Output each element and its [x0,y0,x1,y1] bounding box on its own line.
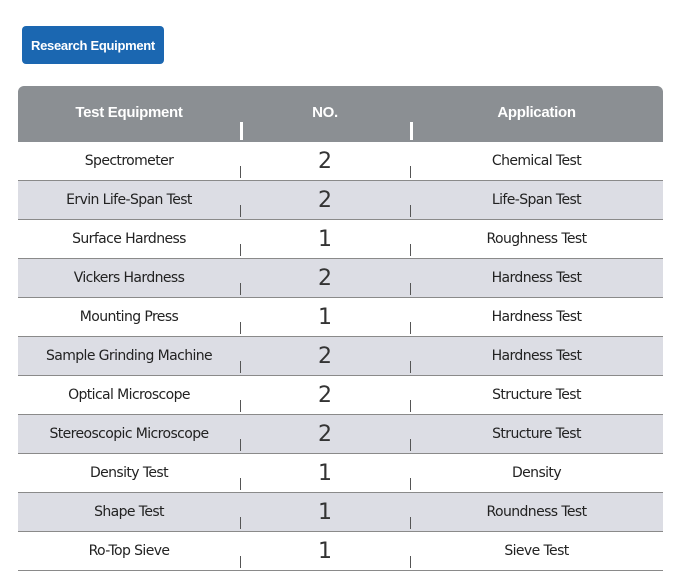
application-cell: Structure Test [492,387,581,403]
column-separator [410,244,411,256]
equipment-cell: Sample Grinding Machine [45,348,213,364]
quantity-cell: 1 [318,499,332,525]
header-no: NO. [312,103,338,121]
column-separator [410,361,411,373]
table-row [18,181,663,220]
equipment-cell: Shape Test [94,504,164,520]
column-separator [240,283,241,295]
column-separator [410,283,411,295]
column-separator [240,166,241,178]
equipment-table [18,86,663,571]
table-header [18,86,663,142]
column-separator [240,361,241,373]
application-cell: Structure Test [492,426,581,442]
column-separator [410,400,411,412]
header-test-equipment: Test Equipment [75,103,183,121]
quantity-cell: 1 [318,226,332,252]
column-separator [240,439,241,451]
column-separator [410,205,411,217]
table-body [18,142,663,571]
column-separator [410,166,411,178]
application-cell: Roughness Test [486,231,587,247]
table-row [18,493,663,532]
table-row [18,220,663,259]
column-separator [240,517,241,529]
column-separator [410,517,411,529]
equipment-cell: Surface Hardness [72,231,186,247]
equipment-cell: Density Test [89,465,169,481]
column-separator [240,478,241,490]
table-row [18,298,663,337]
research-equipment-button[interactable]: Research Equipment [22,26,164,64]
equipment-cell: Ro-Top Sieve [88,543,170,559]
table-row [18,454,663,493]
column-separator [410,556,411,568]
table-row [18,415,663,454]
equipment-cell: Vickers Hardness [73,270,185,286]
application-cell: Sieve Test [504,543,569,559]
application-cell: Chemical Test [491,153,582,169]
quantity-cell: 2 [318,421,332,447]
application-cell: Density [511,465,562,481]
application-cell: Hardness Test [491,270,582,286]
column-separator [410,439,411,451]
equipment-cell: Optical Microscope [68,387,190,403]
column-separator [240,205,241,217]
equipment-cell: Spectrometer [84,153,174,169]
quantity-cell: 2 [318,148,332,174]
application-cell: Roundness Test [486,504,587,520]
application-cell: Hardness Test [491,348,582,364]
quantity-cell: 2 [318,382,332,408]
header-separator [240,122,243,140]
equipment-cell: Mounting Press [79,309,179,325]
column-separator [240,244,241,256]
table-row [18,337,663,376]
column-separator [240,556,241,568]
quantity-cell: 2 [318,187,332,213]
application-cell: Hardness Test [491,309,582,325]
quantity-cell: 1 [318,460,332,486]
quantity-cell: 2 [318,343,332,369]
table-row [18,142,663,181]
column-separator [240,322,241,334]
table-row [18,376,663,415]
header-separator [410,122,413,140]
quantity-cell: 1 [318,304,332,330]
column-separator [410,478,411,490]
header-application: Application [497,103,576,121]
application-cell: Life-Span Test [491,192,582,208]
equipment-cell: Stereoscopic Microscope [49,426,209,442]
column-separator [240,400,241,412]
table-row [18,259,663,298]
table-row [18,532,663,571]
column-separator [410,322,411,334]
quantity-cell: 1 [318,538,332,564]
equipment-cell: Ervin Life-Span Test [66,192,192,208]
quantity-cell: 2 [318,265,332,291]
